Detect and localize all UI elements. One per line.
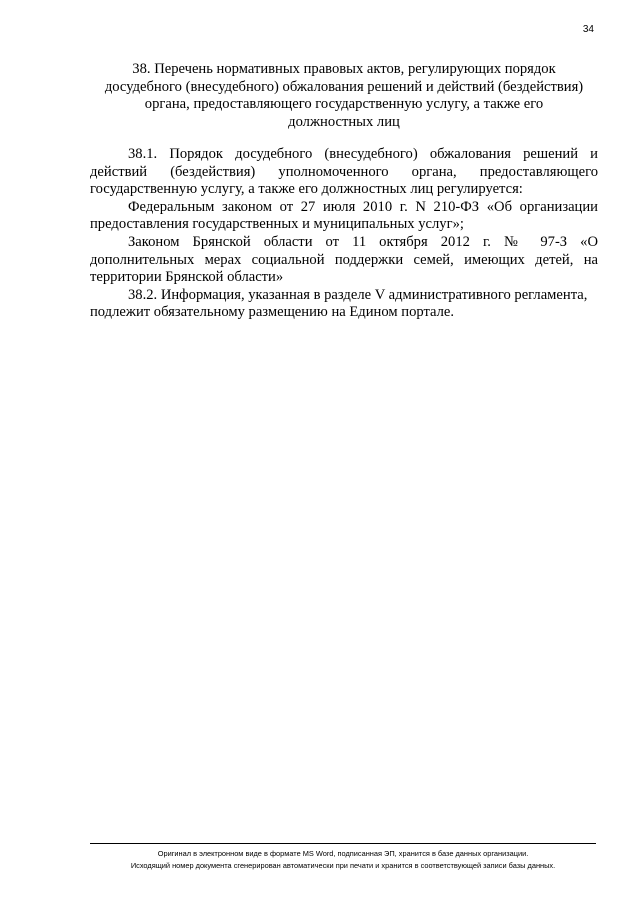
section-heading bbox=[90, 61, 598, 131]
page-number: 34 bbox=[582, 24, 594, 35]
paragraph-38-1: 38.1. Порядок досудебного (внесудебного) обжалования решений и действий (бездействия) уполномоченного органа, предоставляющего государственную услугу, а также его должностных лиц регулируется: bbox=[90, 146, 598, 198]
heading-line: органа, предоставляющего государственную услугу, а также его bbox=[144, 96, 544, 112]
footer-line: Оригинал в электронном виде в формате MS Word, подписанная ЭП, хранится в базе данных организации. bbox=[157, 849, 529, 858]
heading-line: должностных лиц bbox=[288, 113, 400, 130]
paragraph-federal-law: Федеральным законом от 27 июля 2010 г. N 210-ФЗ «Об организации предоставления государственных и муниципальных услуг»; bbox=[90, 198, 598, 233]
heading-line: досудебного (внесудебного) обжалования решений и действий (бездействия) bbox=[104, 78, 584, 95]
footer-note bbox=[90, 848, 596, 872]
paragraph-38-2: 38.2. Информация, указанная в разделе V административного регламента, подлежит обязательному размещению на Едином портале. bbox=[90, 286, 588, 321]
footer-divider bbox=[90, 843, 596, 844]
document-body bbox=[90, 146, 598, 322]
paragraph-regional-law: Законом Брянской области от 11 октября 2012 г. № 97-З «О дополнительных мерах социальной поддержки семей, имеющих детей, на территории Брянской области» bbox=[90, 233, 598, 286]
footer-line: Исходящий номер документа сгенерирован автоматически при печати и хранится в соответствующей записи базы данных. bbox=[130, 861, 556, 870]
heading-line: 38. Перечень нормативных правовых актов, регулирующих порядок bbox=[132, 61, 556, 77]
